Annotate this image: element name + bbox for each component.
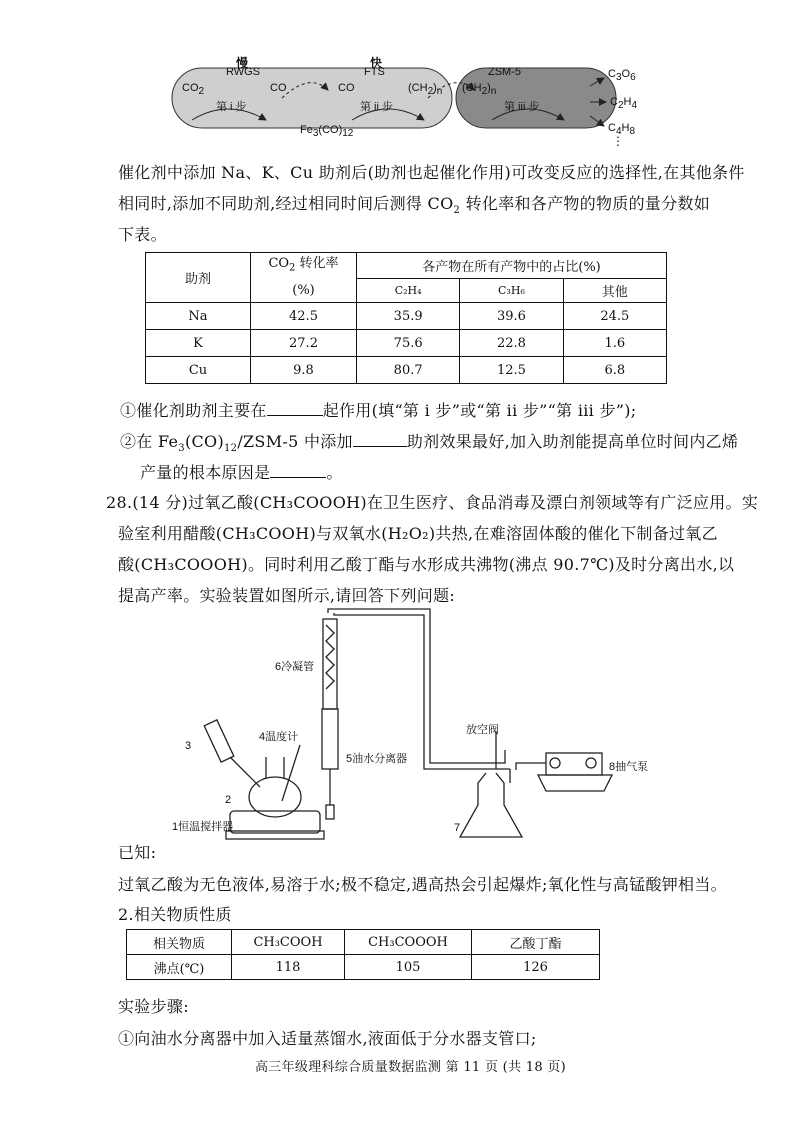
para1-line1: 催化剂中添加 Na、K、Cu 助剂后(助剂也起催化作用)可改变反应的选择性,在其他条件: [118, 163, 745, 182]
slow-label: 慢: [236, 56, 249, 70]
answer-blank[interactable]: [267, 401, 323, 416]
steps-title: 实验步骤:: [118, 997, 189, 1016]
step3-label: 第 iii 步: [504, 101, 540, 113]
ch2n-label-b: $(CH_2)_n$: [462, 82, 497, 98]
th-c3h6: C₃H₆: [460, 279, 563, 303]
step-1: ①向油水分离器中加入适量蒸馏水,液面低于分水器支管口;: [118, 1029, 537, 1048]
fast-label: 快: [370, 56, 383, 70]
label-3: 3: [185, 740, 192, 752]
known-title: 已知:: [118, 843, 157, 862]
para1-line2: 相同时,添加不同助剂,经过相同时间后测得 $CO_2$ 转化率和各产物的物质的量分数如: [118, 194, 711, 217]
th-agent: 助剂: [146, 253, 251, 303]
step2-label: 第 ii 步: [360, 101, 393, 113]
label-stirrer: 1恒温搅拌器: [172, 821, 234, 833]
known-line1: 过氧乙酸为无色液体,易溶于水;极不稳定,遇高热会引起爆炸;氧化性与高锰酸钾相当。: [118, 875, 727, 894]
label-thermometer: 4温度计: [259, 731, 299, 743]
th-other: 其他: [563, 279, 666, 303]
apparatus-diagram: [160, 605, 630, 845]
catalyst-table: [145, 252, 667, 384]
answer-blank[interactable]: [353, 432, 407, 447]
question-1: ①催化剂助剂主要在 起作用(填“第 i 步”或“第 ii 步”“第 iii 步”);: [120, 401, 637, 420]
table-row: Na 42.5 35.9 39.6 24.5: [146, 303, 667, 330]
fts-label: FTS: [364, 66, 385, 78]
label-separator: 5油水分离器: [346, 753, 408, 765]
product-c4h8: $C_4H_8$: [608, 122, 636, 138]
product-c2h4: $C_2H_4$: [610, 96, 638, 112]
th-ratio: 各产物在所有产物中的占比(%): [357, 253, 667, 279]
step1-label: 第 i 步: [216, 101, 247, 113]
q28-line4: 提高产率。实验装置如图所示,请回答下列问题:: [118, 586, 456, 605]
co-label-b: CO: [338, 82, 355, 94]
fe-catalyst-label: $Fe_3(CO)_{12}$: [300, 124, 354, 140]
question-2: ②在 $Fe_3(CO)_{12}/ZSM-5$ 中添加 助剂效果最好,加入助剂能提高单位时间内乙烯: [120, 432, 739, 455]
answer-blank[interactable]: [270, 463, 326, 478]
question-2-cont: 产量的根本原因是 。: [140, 463, 343, 482]
table-row: Cu 9.8 80.7 12.5 6.8: [146, 357, 667, 384]
table-row: 沸点(℃) 118 105 126: [127, 955, 600, 980]
para1-line3: 下表。: [118, 225, 167, 244]
properties-table: 相关物质 CH₃COOH CH₃COOOH 乙酸丁酯 沸点(℃) 118 105 126: [126, 929, 600, 980]
page-footer: 高三年级理科综合质量数据监测 第 11 页 (共 18 页): [255, 1060, 567, 1075]
q28-line1: 28.(14 分)过氧乙酸(CH₃COOOH)在卫生医疗、食品消毒及漂白剂领域等有广泛应用。实: [106, 493, 759, 512]
q28-line3: 酸(CH₃COOOH)。同时利用乙酸丁酯与水形成共沸物(沸点 90.7℃)及时分离出水,以: [118, 555, 735, 574]
zsm-label: ZSM-5: [488, 66, 521, 78]
rwgs-label: RWGS: [226, 66, 261, 78]
co2-label: $CO_2$: [182, 82, 205, 98]
label-pump: 8抽气泵: [609, 761, 649, 773]
th-conversion: $CO_2$ 转化率 (%): [251, 253, 357, 303]
label-vent-valve: 放空阀: [466, 724, 499, 736]
th-c2h4: C₂H₄: [357, 279, 460, 303]
q28-line2: 验室利用醋酸(CH₃COOH)与双氧水(H₂O₂)共热,在难溶固体酸的催化下制备过氧乙: [118, 524, 718, 543]
more-products: ⋮: [612, 134, 624, 148]
label-2: 2: [225, 794, 232, 806]
table-row: K 27.2 75.6 22.8 1.6: [146, 330, 667, 357]
product-c3o6: $C_3O_6$: [608, 68, 636, 84]
label-7: 7: [454, 822, 461, 834]
co-label-a: CO: [270, 82, 287, 94]
th-substance: 相关物质: [127, 930, 232, 955]
label-condenser: 6冷凝管: [275, 661, 315, 673]
ch2n-label: $(CH_2)_n$: [408, 82, 443, 98]
known-line2: 2.相关物质性质: [118, 905, 232, 924]
